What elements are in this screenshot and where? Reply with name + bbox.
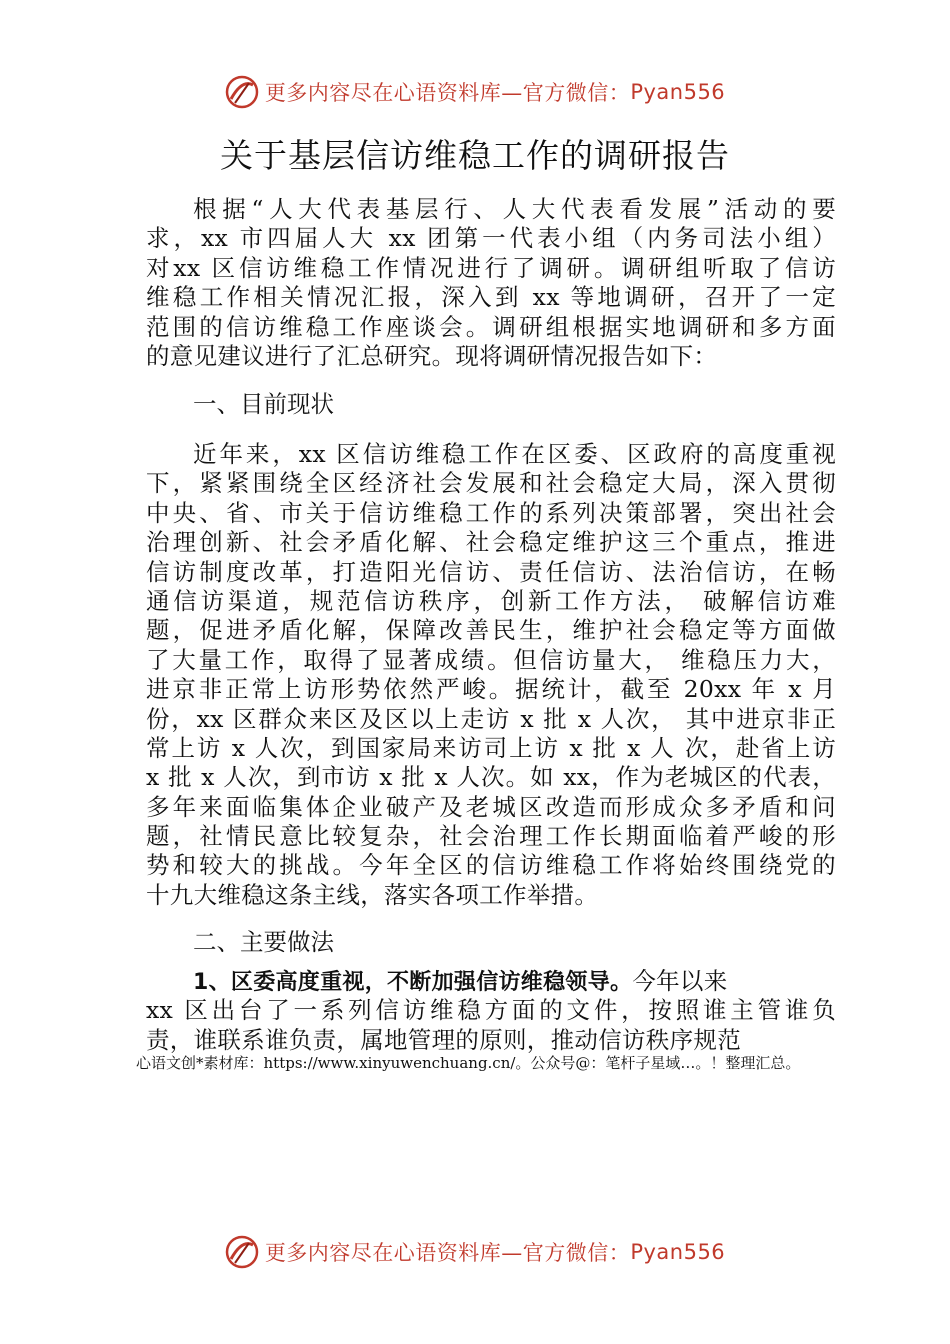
paragraph-line: 十九大维稳这条主线，落实各项工作举措。 — [146, 880, 599, 909]
subsection-lead-bold: 1、区委高度重视，不断加强信访维稳领导。 — [193, 970, 633, 995]
paragraph-line: 根据“人大代表基层行、人大代表看发展”活动的要 — [193, 195, 836, 223]
section-heading-text: 二、主要做法 — [193, 928, 334, 956]
footer-banner — [0, 1232, 950, 1272]
section-heading-2 — [146, 927, 836, 957]
banner-wechat-id: Pyan556 — [630, 1240, 726, 1264]
paragraph-line: 近年来，xx 区信访维稳工作在区委、区政府的高度重视 — [193, 440, 836, 468]
paragraph-line-lead — [146, 967, 836, 996]
paragraph-line: 中央、省、市关于信访维稳工作的系列决策部署，突出社会 — [146, 498, 836, 527]
paragraph-line: 责，谁联系谁负责，属地管理的原则，推动信访秩序规范 — [146, 1025, 741, 1054]
paragraph-line: 了大量工作，取得了显著成绩。但信访量大， 维稳压力大， — [146, 645, 836, 674]
paragraph-line: 下，紧紧围绕全区经济社会发展和社会稳定大局，深入贯彻 — [146, 469, 836, 498]
paragraph-line: 多年来面临集体企业破产及老城区改造而形成众多矛盾和问 — [146, 792, 836, 821]
banner-text: 更多内容尽在心语资料库—官方微信： — [264, 1241, 631, 1265]
banner-content — [225, 1235, 725, 1269]
brand-logo-icon — [225, 75, 259, 109]
footer-source-note: 心语文创*素材库：https://www.xinyuwenchuang.cn/。公众号@：笔杆子星域…。！整理汇总。 — [136, 1054, 801, 1072]
section1-paragraph — [146, 440, 836, 910]
paragraph-line: 通信访渠道，规范信访秩序，创新工作方法， 破解信访难 — [146, 586, 836, 615]
header-banner — [0, 72, 950, 112]
paragraph-line: 信访制度改革，打造阳光信访、责任信访、法治信访，在畅 — [146, 557, 836, 586]
section-heading-1 — [146, 389, 836, 419]
paragraph-line: 题，社情民意比较复杂，社会治理工作长期面临着严峻的形 — [146, 822, 836, 851]
banner-content — [225, 75, 725, 109]
paragraph-line: xx 区出台了一系列信访维稳方面的文件，按照谁主管谁负 — [146, 996, 836, 1025]
paragraph-line: 求，xx 市四届人大 xx 团第一代表小组（内务司法小组） — [146, 224, 836, 253]
intro-paragraph — [146, 195, 836, 371]
document-title: 关于基层信访维稳工作的调研报告 — [220, 136, 730, 175]
paragraph-line: 治理创新、社会矛盾化解、社会稳定维护这三个重点，推进 — [146, 528, 836, 557]
section2-paragraph — [146, 967, 836, 1055]
banner-text: 更多内容尽在心语资料库—官方微信： — [264, 81, 631, 105]
paragraph-line: 势和较大的挑战。今年全区的信访维稳工作将始终围绕党的 — [146, 851, 836, 880]
paragraph-line: 范围的信访维稳工作座谈会。调研组根据实地调研和多方面 — [146, 312, 836, 341]
paragraph-line: 维稳工作相关情况汇报，深入到 xx 等地调研，召开了一定 — [146, 283, 836, 312]
paragraph-line: x 批 x 人次，到市访 x 批 x 人次。如 xx，作为老城区的代表， — [146, 763, 836, 792]
paragraph-line: 题，促进矛盾化解，保障改善民生，维护社会稳定等方面做 — [146, 616, 836, 645]
paragraph-line: 对xx 区信访维稳工作情况进行了调研。调研组听取了信访 — [146, 253, 836, 282]
section-heading-text: 一、目前现状 — [193, 390, 334, 418]
subsection-lead-rest: 今年以来 — [632, 967, 728, 995]
brand-logo-icon — [225, 1235, 259, 1269]
banner-wechat-id: Pyan556 — [630, 80, 726, 104]
paragraph-line: 的意见建议进行了汇总研究。现将调研情况报告如下： — [146, 341, 718, 370]
paragraph-line: 常上访 x 人次，到国家局来访司上访 x 批 x 人 次，赴省上访 — [146, 733, 836, 762]
paragraph-line: 份，xx 区群众来区及区以上走访 x 批 x 人次， 其中进京非正 — [146, 704, 836, 733]
paragraph-line: 进京非正常上访形势依然严峻。据统计，截至 20xx 年 x 月 — [146, 675, 836, 704]
